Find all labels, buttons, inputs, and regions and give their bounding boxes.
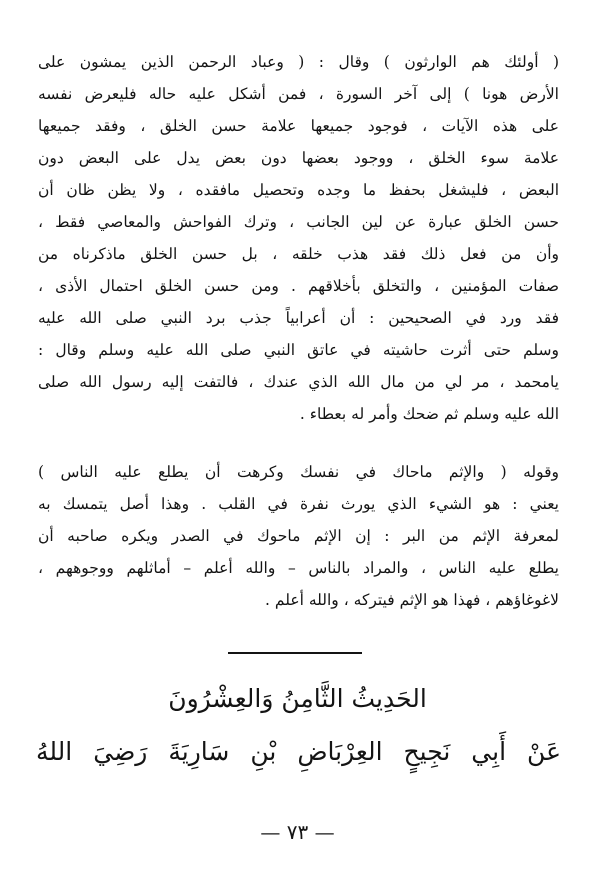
text-line: حسن الخلق عبارة عن لين الجانب ، وترك الفواحش والمعاصي فقط ، (38, 213, 559, 231)
text-line: ( أولئك هم الوارثون ) وقال : ( وعباد الرحمن الذين يمشون على (38, 53, 559, 71)
narrator-line: عَنْ أَبِي نَجِيحٍ العِرْبَاضِ بْنِ سَارِيَةَ رَضِيَ اللهُ (36, 737, 561, 766)
text-line: علامة سوء الخلق ، ووجود بعضها دون بعض يدل على البعض دون (38, 149, 559, 167)
text-line: لاغوغاؤهم ، فهذا هو الإثم فيتركه ، والله أعلم . (265, 591, 559, 609)
text-line: الأرض هونا ) إلى آخر السورة ، فمن أشكل عليه حاله فليعرض نفسه (38, 85, 559, 103)
body-paragraph-2 (38, 456, 559, 616)
text-line: وسلم حتى أثرت حاشيته في عاتق النبي صلى الله عليه وسلم وقال : (38, 341, 559, 359)
page-number: — ٧٣ — (260, 820, 335, 844)
text-line: الله عليه وسلم ثم ضحك وأمر له بعطاء . (299, 405, 559, 423)
text-line: يامحمد ، مر لي من مال الله الذي عندك ، فالتفت إليه رسول الله صلى (38, 373, 559, 391)
text-line: فقد ورد في الصحيحين : أن أعرابياً جذب برد النبي صلى الله عليه (38, 309, 559, 327)
text-line: لمعرفة الإثم من البر : إن الإثم ماحوك في الصدر ويكره صاحبه أن (38, 527, 559, 545)
hadith-heading: الحَدِيثُ الثَّامِنُ وَالعِشْرُونَ (168, 684, 427, 713)
body-paragraph-1 (38, 46, 559, 430)
text-line: يطلع عليه الناس ، والمراد بالناس – والله أعلم – أماثلهم ووجوههم ، (38, 559, 559, 577)
text-line: وقوله ( والإثم ماحاك في نفسك وكرهت أن يطلع عليه الناس ) (38, 463, 559, 481)
text-line: يعني : هو الشيء الذي يورث نفرة في القلب . وهذا أصل يتمسك به (38, 495, 559, 513)
text-line: البعض ، فليشغل بحفظ ما وجده وتحصيل مافقده ، ولا يظن ظان أن (38, 181, 559, 199)
text-line: وأن من فعل ذلك فقد هذب خلقه ، بل حسن الخلق ماذكرناه من (38, 245, 559, 263)
text-line: على هذه الآيات ، فوجود جميعها علامة حسن الخلق ، وفقد جميعها (38, 117, 559, 135)
text-line: صفات المؤمنين ، والتخلق بأخلاقهم . ومن حسن الخلق احتمال الأذى ، (38, 277, 559, 295)
section-divider (228, 652, 362, 654)
